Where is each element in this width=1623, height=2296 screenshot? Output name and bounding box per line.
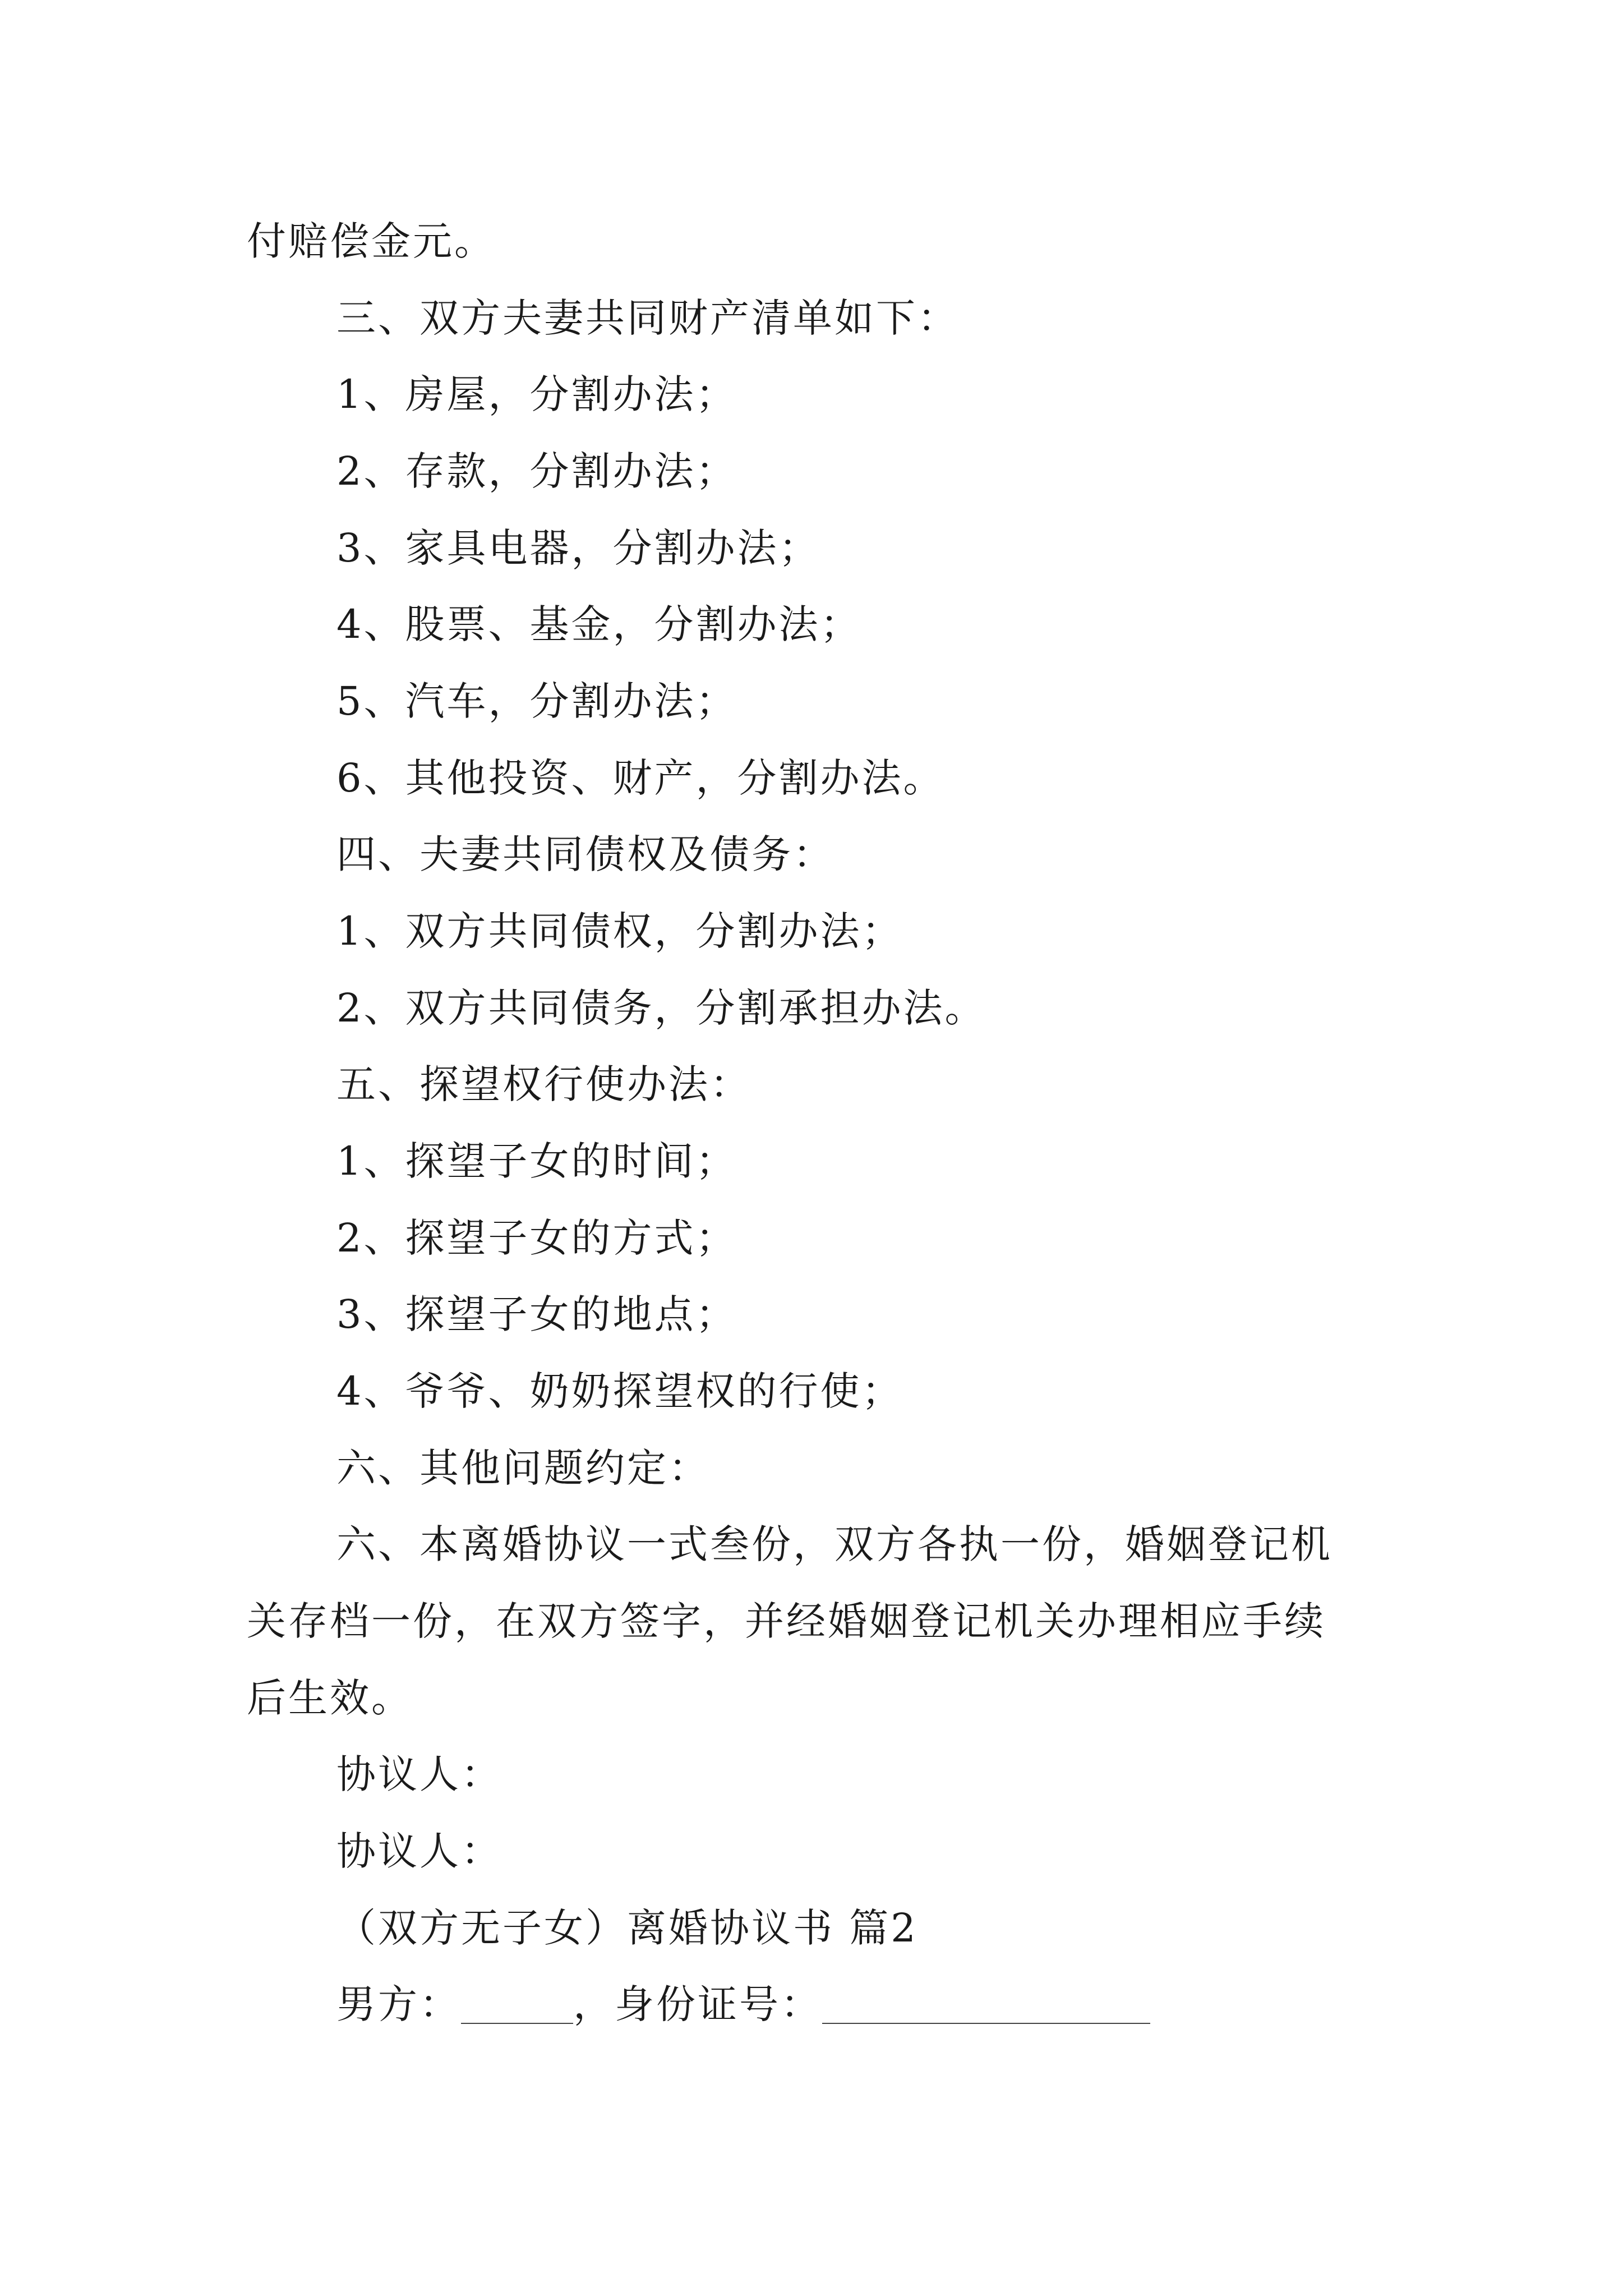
party-info-line <box>336 1981 1150 2027</box>
name-blank <box>461 1988 573 2024</box>
id-number-label: 身份证号： <box>615 1981 822 2027</box>
list-item: 5、汽车，分割办法； <box>336 678 737 724</box>
id-number-blank <box>822 1988 1150 2024</box>
text-line: 付赔偿金元。 <box>247 218 496 264</box>
list-item: 1、双方共同债权，分割办法； <box>336 908 903 954</box>
male-label: 男方： <box>336 1981 461 2027</box>
list-item: 1、探望子女的时间； <box>336 1138 737 1184</box>
list-item: 6、其他投资、财产，分割办法。 <box>336 755 945 801</box>
separator: ， <box>573 1981 615 2027</box>
list-item: 2、双方共同债务，分割承担办法。 <box>336 985 986 1031</box>
paragraph-line: 后生效。 <box>247 1675 413 1721</box>
list-item: 3、探望子女的地点； <box>336 1291 737 1337</box>
paragraph-line: 关存档一份，在双方签字，并经婚姻登记机关办理相应手续 <box>247 1598 1326 1644</box>
list-item: 2、存款，分割办法； <box>336 448 737 494</box>
list-item: 3、家具电器，分割办法； <box>336 525 820 571</box>
list-item: 2、探望子女的方式； <box>336 1215 737 1261</box>
list-item: 1、房屋，分割办法； <box>336 371 737 417</box>
signatory-label: 协议人： <box>336 1828 502 1874</box>
document-title: （双方无子女）离婚协议书 篇2 <box>336 1905 918 1951</box>
list-item: 4、股票、基金，分割办法； <box>336 601 862 647</box>
section-heading: 三、双方夫妻共同财产清单如下： <box>336 295 959 341</box>
paragraph-line: 六、本离婚协议一式叁份，双方各执一份，婚姻登记机 <box>336 1521 1332 1567</box>
signatory-label: 协议人： <box>336 1751 502 1797</box>
section-heading: 四、夫妻共同债权及债务： <box>336 831 834 877</box>
section-heading: 五、探望权行使办法： <box>336 1061 751 1107</box>
list-item: 4、爷爷、奶奶探望权的行使； <box>336 1368 903 1414</box>
section-heading: 六、其他问题约定： <box>336 1445 710 1491</box>
